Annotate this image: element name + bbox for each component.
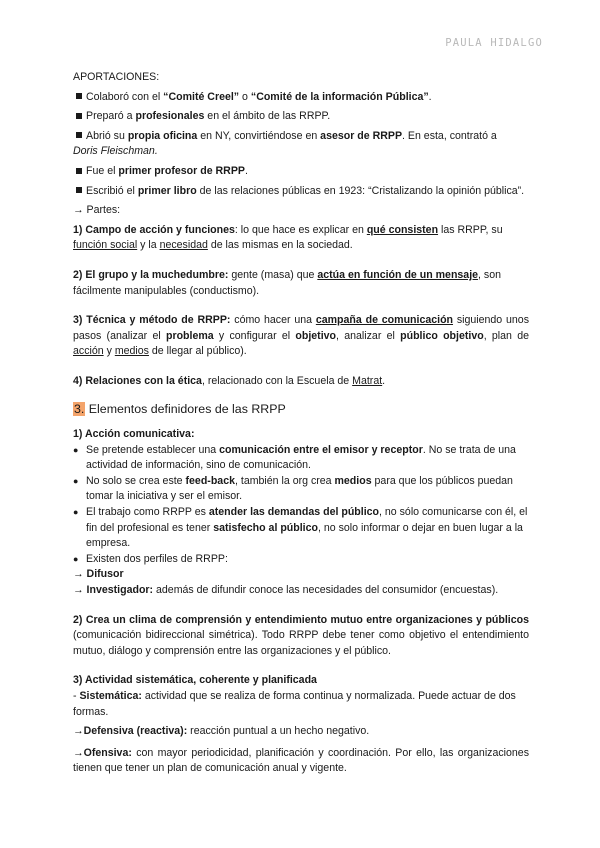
- aportacion-item: Preparó a profesionales en el ámbito de las RRPP.: [73, 109, 529, 125]
- square-bullet-icon: [76, 132, 82, 138]
- list-item: ● El trabajo como RRPP es atender las demandas del público, no sólo comunicarse con él, el fin del profesional es tener satisfecho al público, no solo informar o dejar en buen lugar a la empresa.: [73, 506, 528, 550]
- list-item: ● Existen dos perfiles de RRPP:: [73, 552, 228, 565]
- aportacion-item: Escribió el primer libro de las relaciones públicas en 1923: “Cristalizando la opinión pública”.: [73, 184, 529, 200]
- square-bullet-icon: [76, 113, 82, 119]
- subsection-3-title: 3) Actividad sistemática, coherente y planificada: [73, 674, 317, 687]
- list-item: ● Se pretende establecer una comunicación entre el emisor y receptor. No se trata de una actividad de información, sino de comunicación.: [73, 443, 516, 472]
- aportacion-item: Fue el primer profesor de RRPP.: [73, 164, 529, 180]
- partes-label: → Partes:: [73, 204, 121, 217]
- author-watermark: PAULA HIDALGO: [445, 37, 543, 49]
- defensiva: →Defensiva (reactiva): reacción puntual a un hecho negativo.: [73, 725, 370, 738]
- parte-3: 3) Técnica y método de RRPP: cómo hacer una campaña de comunicación siguiendo unos pasos (analizar el problema y configurar el objetivo, analizar el público objetivo, plan de acción y medios de llegar al público).: [73, 314, 529, 358]
- ofensiva: →Ofensiva: con mayor periodicidad, planificación y coordinación. Por ello, las organizaciones tienen que tener un plan de comunicación anual y vigente.: [73, 746, 529, 775]
- section-3-heading: 3. Elementos definidores de las RRPP: [74, 401, 286, 416]
- square-bullet-icon: [76, 93, 82, 99]
- aportacion-item: Colaboró con el “Comité Creel” o “Comité de la información Pública”.: [73, 90, 529, 106]
- parte-2: 2) El grupo y la muchedumbre: gente (masa) que actúa en función de un mensaje, son fácilmente manipulables (conductismo).: [73, 268, 502, 297]
- subsection-2: 2) Crea un clima de comprensión y entendimiento mutuo entre organizaciones y públicos (comunicación bidireccional simétrica). Todo RRPP debe tener como objetivo el entendimiento mutuo, diálogo y comprensión entre las organizaciones y el público.: [73, 613, 529, 657]
- parte-1: 1) Campo de acción y funciones: lo que hace es explicar en qué consisten las RRPP, su función social y la necesidad de las mismas en la sociedad.: [73, 223, 503, 252]
- aportaciones-title: APORTACIONES:: [73, 71, 160, 83]
- parte-4: 4) Relaciones con la ética, relacionado con la Escuela de Matrat.: [73, 374, 386, 387]
- subsection-1-title: 1) Acción comunicativa:: [73, 428, 195, 441]
- perfil-difusor: → Difusor: [73, 568, 124, 581]
- square-bullet-icon: [76, 187, 82, 193]
- list-item: ● No solo se crea este feed-back, también la org crea medios para que los públicos puedan tomar la iniciativa y ser el emisor.: [73, 474, 513, 503]
- aportacion-item: Abrió su propia oficina en NY, convirtiéndose en asesor de RRPP. En esta, contrató a Doris Fleischman.: [73, 129, 497, 158]
- document-body: [73, 70, 529, 777]
- perfil-investigador: → Investigador: además de difundir conoce las necesidades del consumidor (encuestas).: [73, 584, 499, 597]
- square-bullet-icon: [76, 168, 82, 174]
- sistematica: - Sistemática: actividad que se realiza de forma continua y normalizada. Puede actuar de dos formas.: [73, 690, 516, 718]
